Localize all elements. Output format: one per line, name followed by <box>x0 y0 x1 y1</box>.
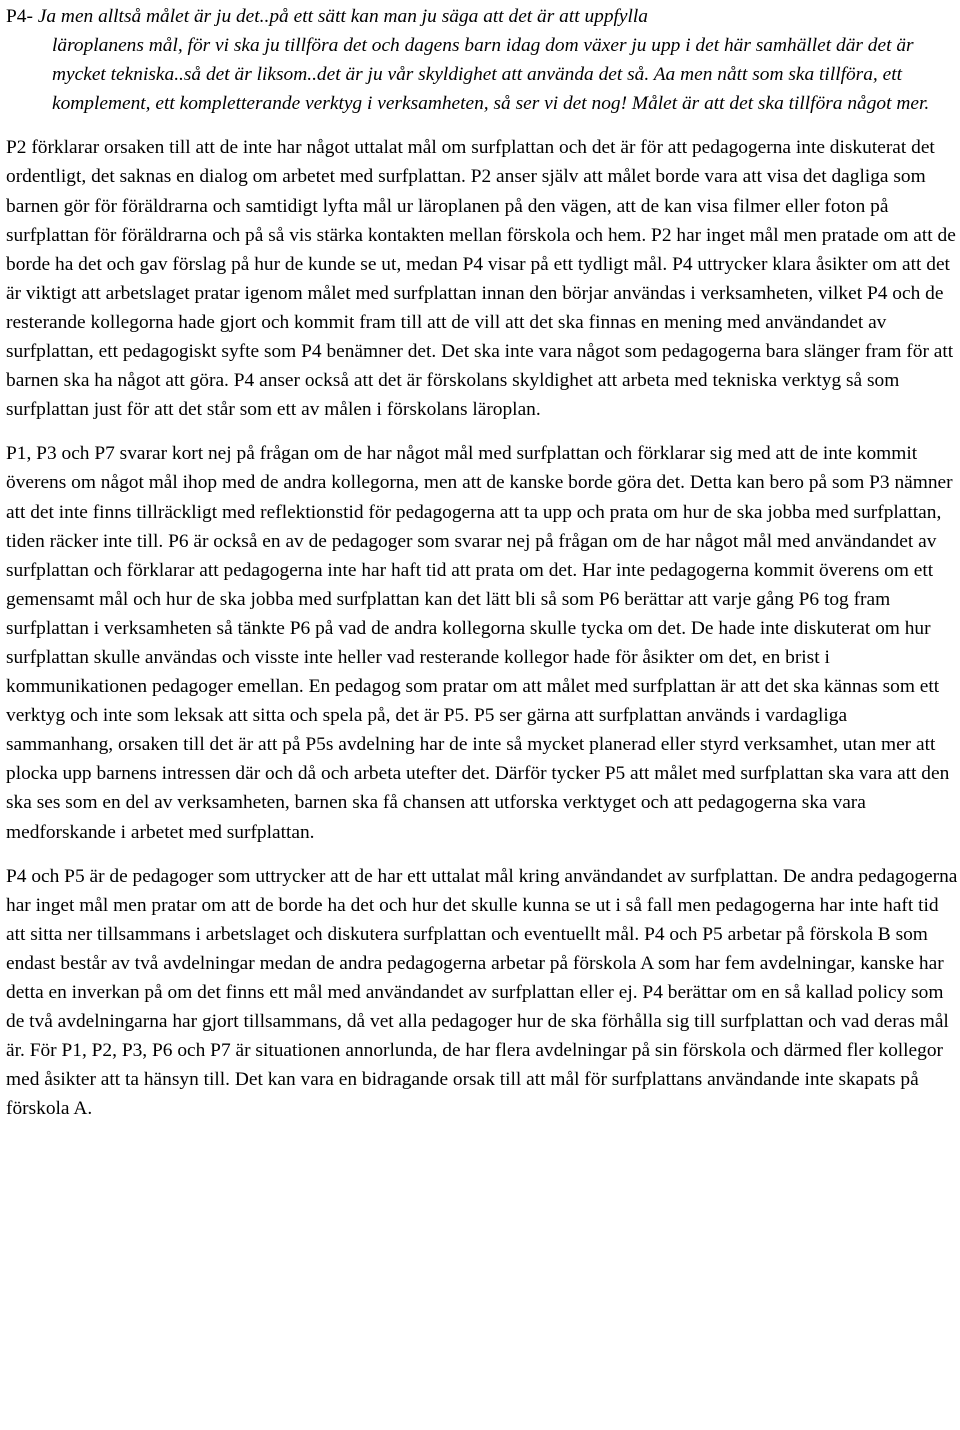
quote-speaker-label: P4- <box>6 6 33 27</box>
body-paragraph-3: P4 och P5 är de pedagoger som uttrycker att de har ett uttalat mål kring användandet av surfplattan. De andra pedagogerna har inget mål men pratar om att de borde ha det och hur det skulle kunna se ut i så fall men pedagogerna har inte haft tid att sitta ner tillsammans i arbetslaget och diskutera surfplattan och eventuellt mål. P4 och P5 arbetar på förskola B som endast består av två avdelningar medan de andra pedagogerna arbetar på förskola A som har fem avdelningar, kanske har detta en inverkan på om det finns ett mål med användandet av surfplattan eller ej. P4 berättar om en så kallad policy som de två avdelningarna har gjort tillsammans, då vet alla pedagoger hur de ska förhålla sig till surfplattan och vad deras mål är. För P1, P2, P3, P6 och P7 är situationen annorlunda, de har flera avdelningar på sin förskola och därmed fler kollegor med åsikter att ta hänsyn till. Det kan vara en bidragande orsak till att mål för surfplattans användande inte skapats på förskola A. <box>6 865 958 1120</box>
body-paragraph-1: P2 förklarar orsaken till att de inte har något uttalat mål om surfplattan och det är för att pedagogerna inte diskuterat det ordentligt, det saknas en dialog om arbetet med surfplattan. P2 anser själv att målet borde vara att visa det dagliga som barnen gör för föräldrarna och samtidigt lyfta mål ur läroplanen på den vägen, att de kan visa filmer eller foton på surfplattan för föräldrarna och på så vis stärka kontakten mellan förskola och hem. P2 har inget mål men pratade om att de borde ha det och gav förslag på hur de kunde se ut, medan P4 visar på ett tydligt mål. P4 uttrycker klara åsikter om att det är viktigt att arbetslaget pratar igenom målet med surfplattan innan den börjar användas i verksamheten, vilket P4 och de resterande kollegorna hade gjort och kommit fram till att de vill att det ska finnas en mening med användandet av surfplattan, ett pedagogiskt syfte som P4 benämner det. Det ska inte vara något som pedagogerna bara slänger fram för att barnen ska ha något att göra. P4 anser också att det är förskolans skyldighet att arbeta med tekniska verktyg så som surfplattan just för att det står som ett av målen i förskolans läroplan. <box>6 137 956 421</box>
quote-text-continuation: läroplanens mål, för vi ska ju tillföra det och dagens barn idag dom växer ju upp i det här samhället där det är mycket tekniska..så det är liksom..det är ju vår skyldighet att använda det så. Aa men nått som ska tillföra, ett komplement, ett kompletterande verktyg i verksamheten, så ser vi det nog! Målet är att det ska tillföra något mer. <box>52 35 930 115</box>
document-page <box>6 2 958 1123</box>
interview-quote-first-line <box>6 2 958 31</box>
body-paragraph-2: P1, P3 och P7 svarar kort nej på frågan om de har något mål med surfplattan och förklarar sig med att de inte kommit överens om något mål ihop med de andra kollegorna, men att de kanske borde göra det. Detta kan bero på som P3 nämner att det inte finns tillräckligt med reflektionstid för pedagogerna att ta upp och prata om hur de ska jobba med surfplattan, tiden räcker inte till. P6 är också en av de pedagoger som svarar nej på frågan om de har något mål med användandet av surfplattan och förklarar att pedagogerna inte har haft tid att prata om det. Har inte pedagogerna kommit överens om ett gemensamt mål och hur de ska jobba med surfplattan kan det lätt bli så som P6 berättar att varje gång P6 tog fram surfplattan i verksamheten så tänkte P6 på vad de andra kollegorna skulle tycka om det. De hade inte diskuterat om hur surfplattan skulle användas och visste inte heller vad resterande kollegor hade för åsikter om det, en brist i kommunikationen pedagoger emellan. En pedagog som pratar om att målet med surfplattan är att det ska kännas som ett verktyg och inte som leksak att sitta och spela på, det är P5. P5 ser gärna att surfplattan används i vardagliga sammanhang, orsaken till det är att på P5s avdelning har de inte så mycket planerad eller styrd verksamhet, utan mer att plocka upp barnens intressen där och då och arbeta utefter det. Därför tycker P5 att målet med surfplattan ska vara att den ska ses som en del av verksamheten, barnen ska få chansen att utforska verktyget och att pedagogerna ska vara medforskande i arbetet med surfplattan. <box>6 443 953 843</box>
quote-text-first-line: Ja men alltså målet är ju det..på ett sätt kan man ju säga att det är att uppfylla <box>32 6 649 27</box>
